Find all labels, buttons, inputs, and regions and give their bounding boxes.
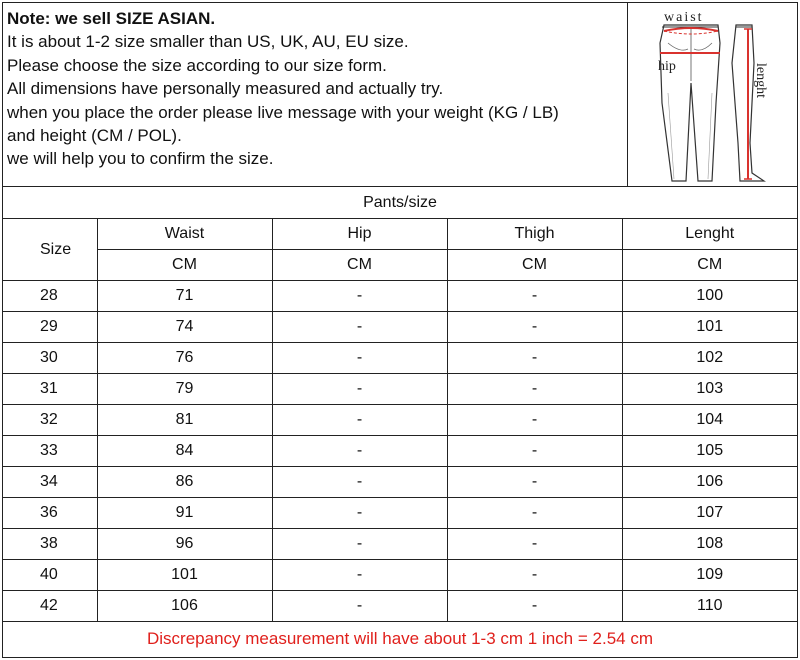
hip-cell: - [272,405,447,436]
table-row [3,498,797,529]
thigh-cell: - [447,498,622,529]
waist-cell: 106 [97,591,272,622]
unit-cell: CM [622,250,797,281]
column-header: Thigh [447,219,622,250]
thigh-cell: - [447,560,622,591]
waist-cell: 74 [97,312,272,343]
size-cell: 40 [3,560,97,591]
table-row [3,374,797,405]
column-header: Hip [272,219,447,250]
thigh-cell: - [447,405,622,436]
hip-cell: - [272,591,447,622]
hip-cell: - [272,498,447,529]
size-note [3,3,628,187]
column-header: Waist [97,219,272,250]
hip-cell: - [272,436,447,467]
note-line: Note: we sell SIZE ASIAN. [7,9,216,28]
length-cell: 100 [622,281,797,312]
size-cell: 29 [3,312,97,343]
column-header: Lenght [622,219,797,250]
hip-cell: - [272,467,447,498]
thigh-cell: - [447,436,622,467]
waist-cell: 81 [97,405,272,436]
note-line: It is about 1-2 size smaller than US, UK, AU, EU size. [7,32,409,52]
length-label: lenght [753,63,768,98]
table-row [3,467,797,498]
table-row [3,436,797,467]
waist-cell: 101 [97,560,272,591]
size-cell: 30 [3,343,97,374]
waist-cell: 86 [97,467,272,498]
table-row [3,343,797,374]
waist-cell: 96 [97,529,272,560]
size-cell: 36 [3,498,97,529]
waist-cell: 79 [97,374,272,405]
table-unit-row [3,250,797,281]
size-cell: 31 [3,374,97,405]
unit-cell: CM [272,250,447,281]
hip-cell: - [272,312,447,343]
hip-cell: - [272,529,447,560]
table-header-row [3,219,797,250]
size-cell: 38 [3,529,97,560]
table-caption: Pants/size [3,187,797,219]
unit-cell: CM [447,250,622,281]
length-cell: 105 [622,436,797,467]
thigh-cell: - [447,343,622,374]
thigh-cell: - [447,467,622,498]
thigh-cell: - [447,529,622,560]
discrepancy-note: Discrepancy measurement will have about 1-3 cm 1 inch = 2.54 cm [147,629,653,648]
length-cell: 107 [622,498,797,529]
waist-cell: 71 [97,281,272,312]
table-row [3,591,797,622]
pants-measurement-figure [628,3,797,187]
unit-cell: CM [97,250,272,281]
hip-label: hip [658,59,676,74]
size-header: Size [3,219,97,281]
thigh-cell: - [447,281,622,312]
thigh-cell: - [447,312,622,343]
waist-label: waist [664,10,704,25]
size-cell: 28 [3,281,97,312]
table-row [3,560,797,591]
hip-cell: - [272,281,447,312]
waist-cell: 91 [97,498,272,529]
waist-cell: 84 [97,436,272,467]
note-line: All dimensions have personally measured and actually try. [7,79,444,99]
thigh-cell: - [447,591,622,622]
length-cell: 108 [622,529,797,560]
note-line: when you place the order please live message with your weight (KG / LB) [7,102,559,122]
table-row [3,281,797,312]
hip-cell: - [272,343,447,374]
size-cell: 34 [3,467,97,498]
note-line: we will help you to confirm the size. [7,149,274,169]
size-cell: 42 [3,591,97,622]
length-cell: 103 [622,374,797,405]
length-cell: 104 [622,405,797,436]
pants-illustration [628,3,797,187]
length-cell: 101 [622,312,797,343]
waist-cell: 76 [97,343,272,374]
note-line: and height (CM / POL). [7,126,182,146]
length-cell: 109 [622,560,797,591]
note-line: Please choose the size according to our size form. [7,55,387,75]
table-row [3,312,797,343]
size-table [3,219,797,622]
size-cell: 32 [3,405,97,436]
size-chart [2,2,798,658]
hip-cell: - [272,374,447,405]
thigh-cell: - [447,374,622,405]
length-cell: 110 [622,591,797,622]
hip-cell: - [272,560,447,591]
length-cell: 102 [622,343,797,374]
size-cell: 33 [3,436,97,467]
table-row [3,405,797,436]
table-row [3,529,797,560]
length-cell: 106 [622,467,797,498]
